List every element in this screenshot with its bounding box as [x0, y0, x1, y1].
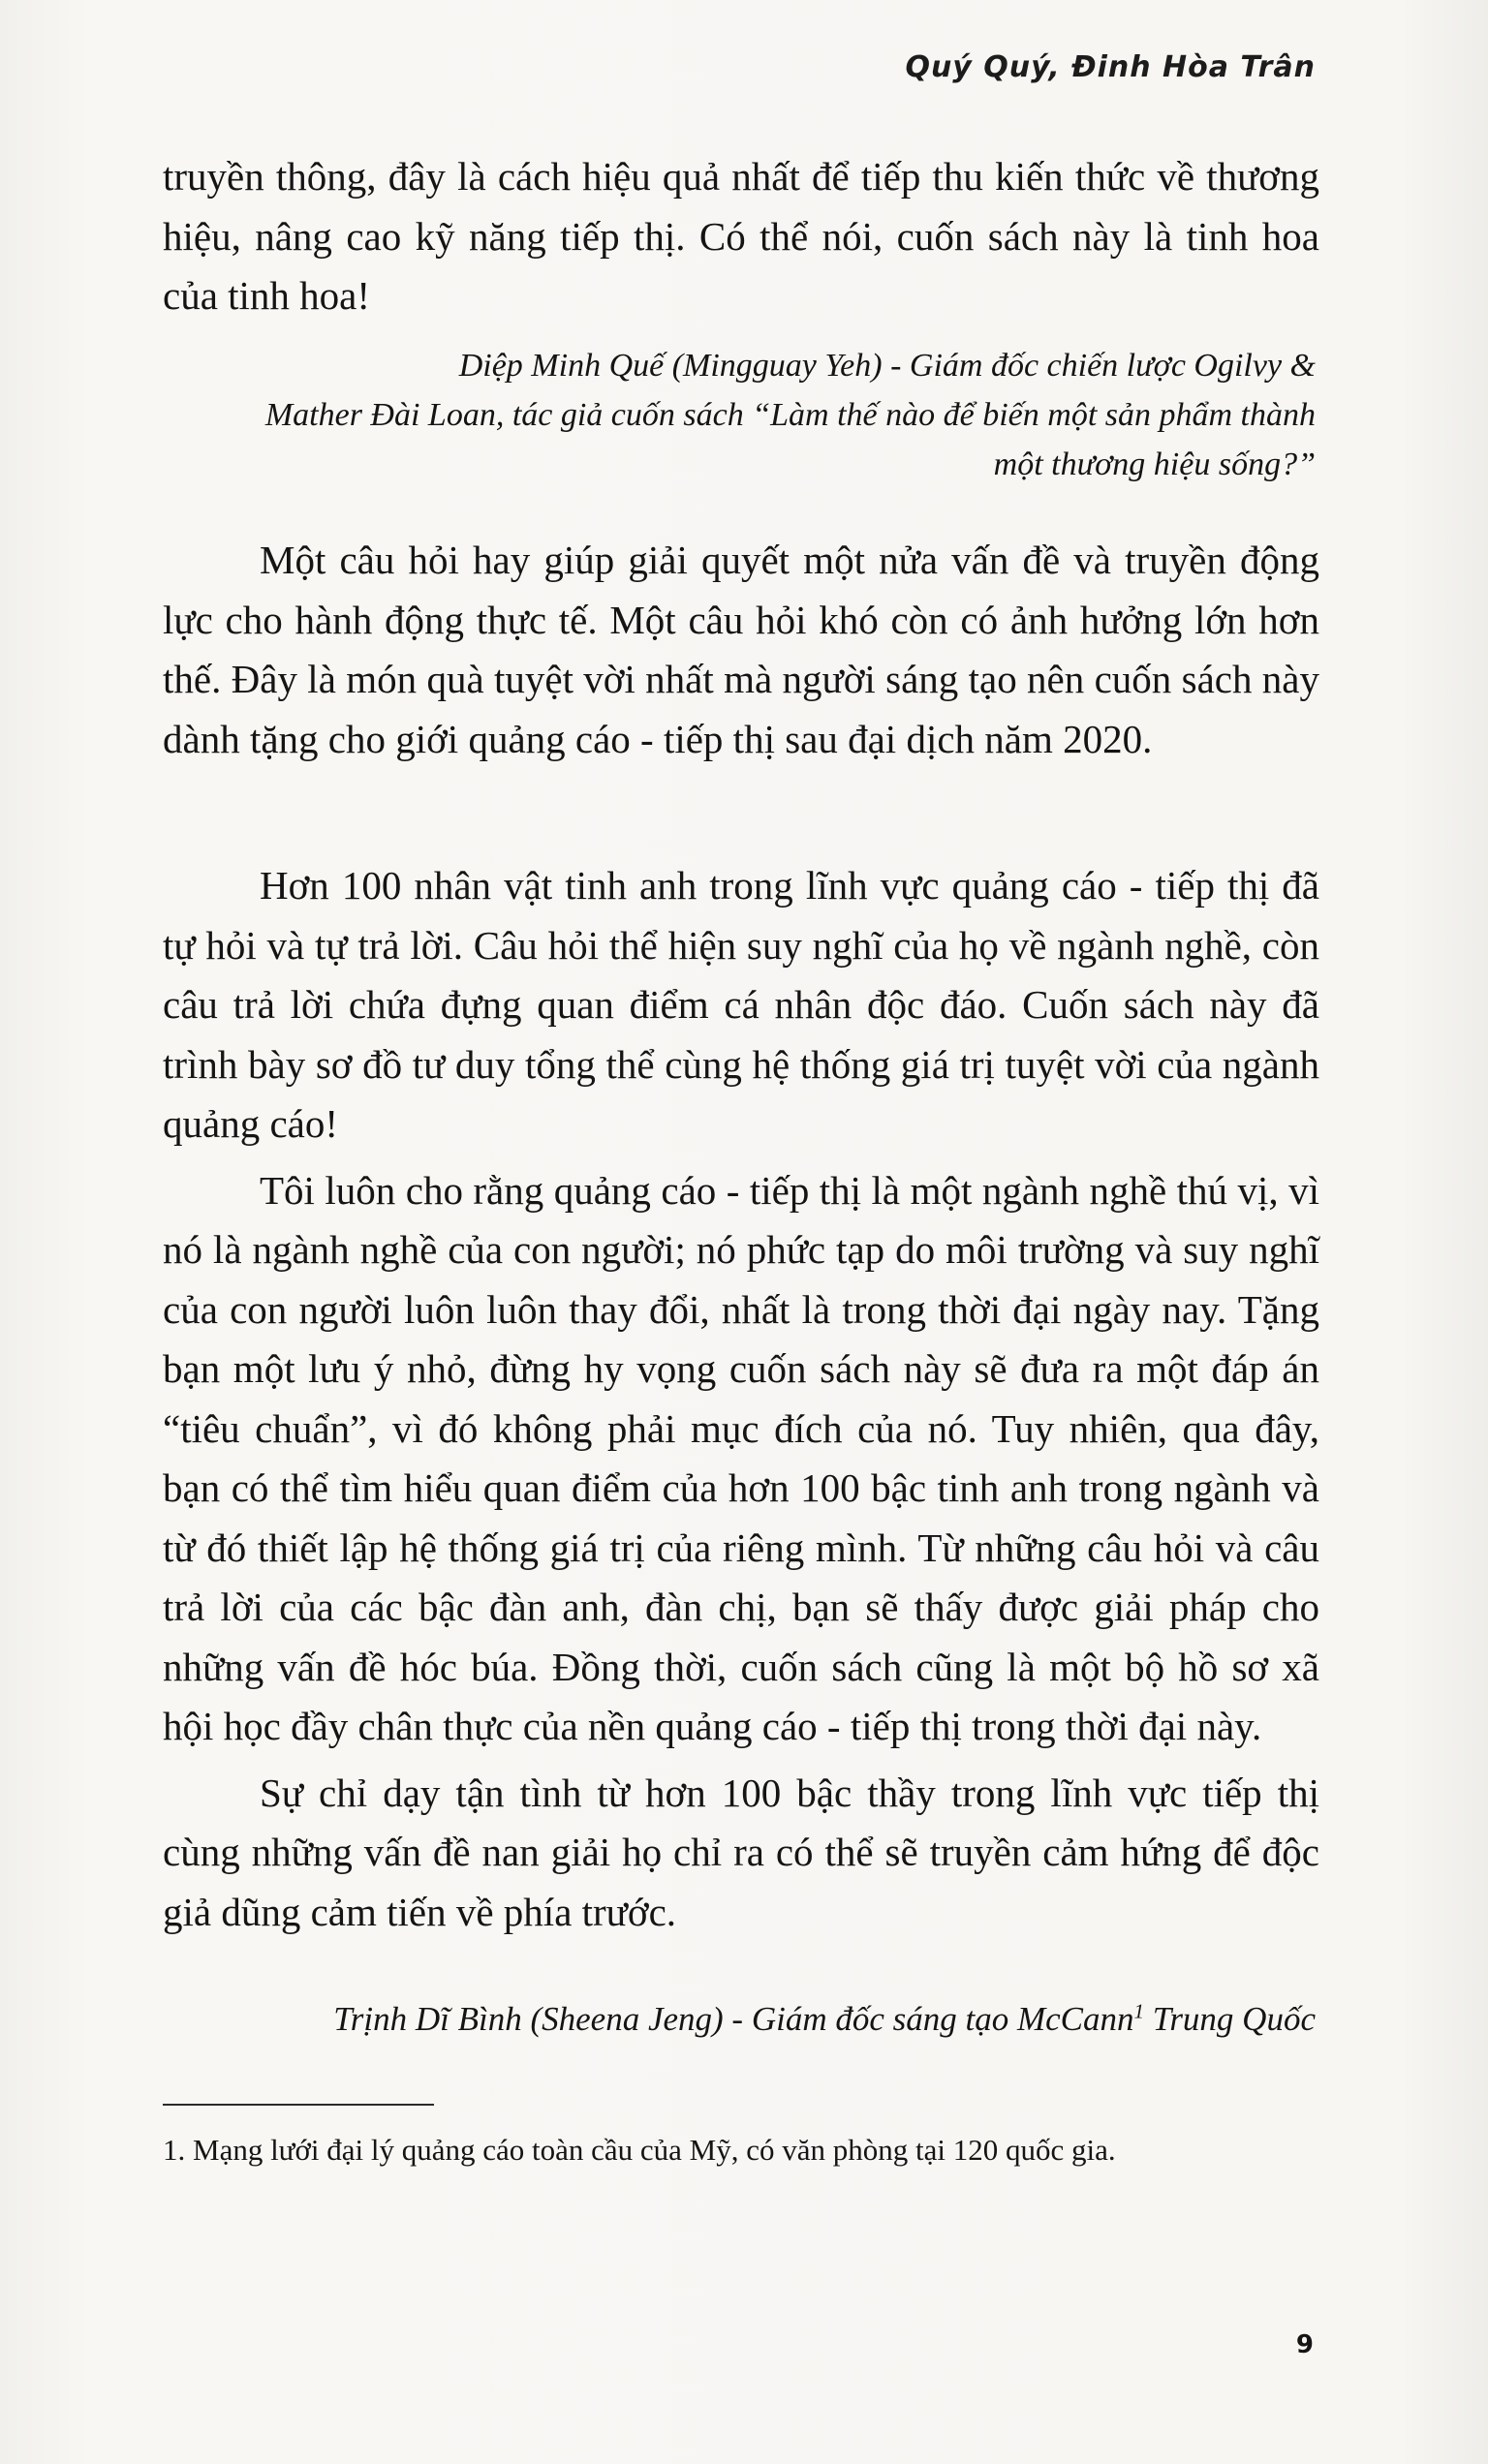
running-head: Quý Quý, Đinh Hòa Trân [905, 50, 1316, 84]
paragraph: Một câu hỏi hay giúp giải quyết một nửa vấn đề và truyền động lực cho hành động thực tế. Một câu hỏi khó còn có ảnh hưởng lớn hơn thế. Đây là món quà tuyệt vời nhất mà người sáng tạo nên cuốn sách này dành tặng cho giới quảng cáo - tiếp thị sau đại dịch năm 2020. [163, 538, 1319, 761]
attribution-line-2: Mather Đài Loan, tác giả cuốn sách “Làm thế nào để biến một sản phẩm thành [264, 397, 1316, 433]
attribution-tail: Trung Quốc [1144, 2000, 1316, 2038]
attribution-quote-2 [163, 1995, 1316, 2044]
paragraph-block-3 [163, 856, 1319, 1942]
footnote-marker: 1 [1133, 1999, 1145, 2023]
attribution-line-3: một thương hiệu sống?” [993, 447, 1316, 482]
page-number: 9 [1295, 2330, 1314, 2359]
paragraph-continuation: truyền thông, đây là cách hiệu quả nhất để tiếp thu kiến thức về thương hiệu, nâng cao kỹ năng tiếp thị. Có thể nói, cuốn sách này là tinh hoa của tinh hoa! [163, 154, 1319, 318]
attribution-line-1: Diệp Minh Quế (Mingguay Yeh) - Giám đốc chiến lược Ogilvy & [458, 348, 1316, 384]
paragraph-block-2 [163, 531, 1319, 769]
footnote-divider [163, 2104, 434, 2106]
paragraph: Tôi luôn cho rằng quảng cáo - tiếp thị là một ngành nghề thú vị, vì nó là ngành nghề của con người; nó phức tạp do môi trường và suy nghĩ của con người luôn luôn thay đổi, nhất là trong thời đại ngày nay. Tặng bạn một lưu ý nhỏ, đừng hy vọng cuốn sách này sẽ đưa ra một đáp án “tiêu chuẩn”, vì đó không phải mục đích của nó. Tuy nhiên, qua đây, bạn có thể tìm hiểu quan điểm của hơn 100 bậc tinh anh trong ngành và từ đó thiết lập hệ thống giá trị của riêng mình. Từ những câu hỏi và câu trả lời của các bậc đàn anh, đàn chị, bạn sẽ thấy được giải pháp cho những vấn đề hóc búa. Đồng thời, cuốn sách cũng là một bộ hồ sơ xã hội học đầy chân thực của nền quảng cáo - tiếp thị trong thời đại này. [163, 1167, 1319, 1748]
paragraph: Sự chỉ dạy tận tình từ hơn 100 bậc thầy trong lĩnh vực tiếp thị cùng những vấn đề nan giải họ chỉ ra có thể sẽ truyền cảm hứng để độc giả dũng cảm tiến về phía trước. [163, 1770, 1319, 1934]
footnote: 1. Mạng lưới đại lý quảng cáo toàn cầu của Mỹ, có văn phòng tại 120 quốc gia. [163, 2133, 1116, 2167]
attribution-quote-1 [163, 341, 1316, 489]
attribution-text: Trịnh Dĩ Bình (Sheena Jeng) - Giám đốc sáng tạo McCann [333, 2000, 1134, 2038]
paragraph-block-1 [163, 147, 1319, 326]
paragraph: Hơn 100 nhân vật tinh anh trong lĩnh vực quảng cáo - tiếp thị đã tự hỏi và tự trả lời. Câu hỏi thể hiện suy nghĩ của họ về ngành nghề, còn câu trả lời chứa đựng quan điểm cá nhân độc đáo. Cuốn sách này đã trình bày sơ đồ tư duy tổng thể cùng hệ thống giá trị tuyệt vời của ngành quảng cáo! [163, 863, 1319, 1146]
